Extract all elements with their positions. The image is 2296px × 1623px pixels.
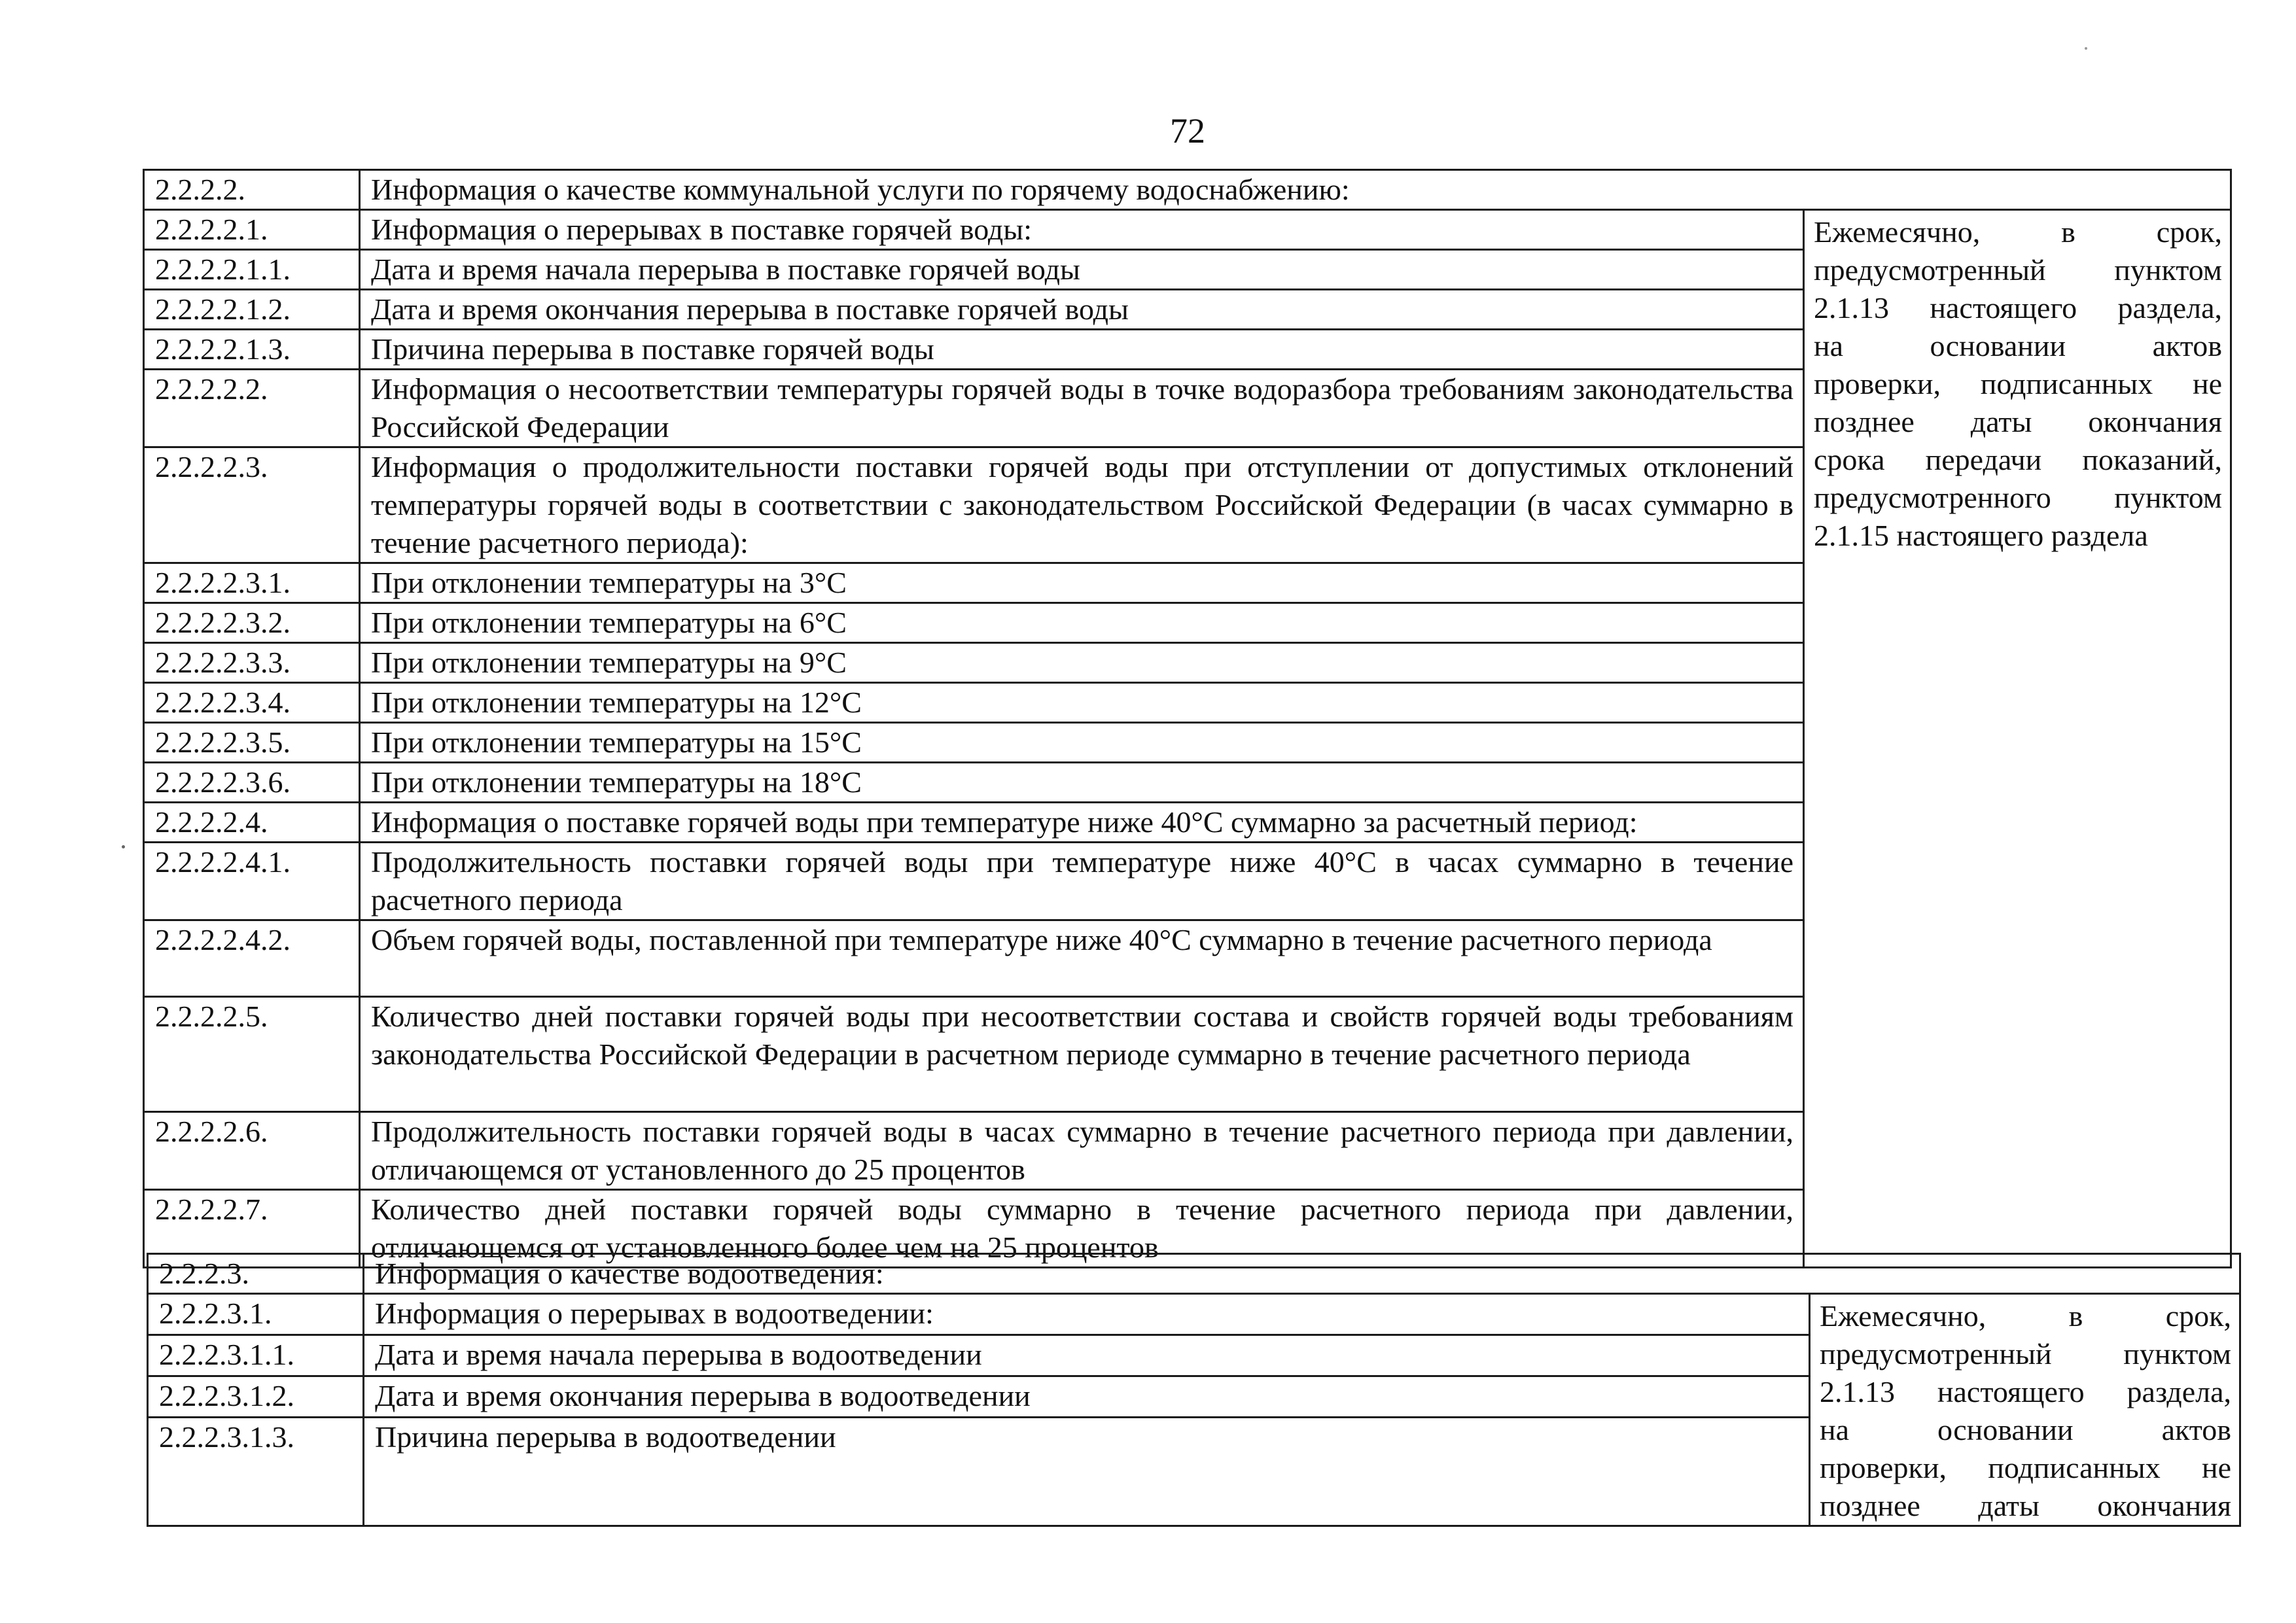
- note-line: позднее даты окончания: [1820, 1489, 2232, 1522]
- item-number: 2.2.2.2.3.1.: [144, 563, 360, 603]
- item-description: Информация о перерывах в поставке горячей воды:: [360, 210, 1804, 250]
- item-description: При отклонении температуры на 18°С: [360, 763, 1804, 803]
- item-number: 2.2.2.3.1.1.: [148, 1335, 364, 1376]
- scan-speck: [122, 845, 125, 848]
- item-description: Информация о перерывах в водоотведении:: [364, 1294, 1810, 1335]
- note-line: Ежемесячно, в срок,: [1820, 1299, 2232, 1333]
- item-number: 2.2.2.2.4.1.: [144, 843, 360, 920]
- item-description: При отклонении температуры на 15°С: [360, 723, 1804, 763]
- item-number: 2.2.2.2.1.3.: [144, 330, 360, 370]
- item-number: 2.2.2.2.3.3.: [144, 643, 360, 683]
- item-number: 2.2.2.2.3.4.: [144, 683, 360, 723]
- item-description: При отклонении температуры на 12°С: [360, 683, 1804, 723]
- item-number: 2.2.2.3.1.3.: [148, 1418, 364, 1526]
- item-description: Количество дней поставки горячей воды при несоответствии состава и свойств горячей воды требованиям законодательства Российской Федерации в расчетном периоде суммарно в течение расчетного периода: [360, 997, 1804, 1112]
- item-description: Причина перерыва в поставке горячей воды: [360, 330, 1804, 370]
- item-description: Дата и время окончания перерыва в водоотведении: [364, 1376, 1810, 1418]
- item-description: Информация о качестве коммунальной услуги по горячему водоснабжению:: [360, 170, 2231, 210]
- item-description: Причина перерыва в водоотведении: [364, 1418, 1810, 1526]
- item-description: При отклонении температуры на 3°С: [360, 563, 1804, 603]
- deadline-note: [1804, 210, 2231, 1268]
- item-number: 2.2.2.3.1.2.: [148, 1376, 364, 1418]
- note-line: предусмотренного пунктом: [1814, 481, 2222, 514]
- item-number: 2.2.2.2.5.: [144, 997, 360, 1112]
- note-line: 2.1.13 настоящего раздела,: [1814, 291, 2222, 324]
- item-number: 2.2.2.2.7.: [144, 1190, 360, 1268]
- item-description: Дата и время начала перерыва в водоотведении: [364, 1335, 1810, 1376]
- item-description: Дата и время начала перерыва в поставке горячей воды: [360, 250, 1804, 290]
- table-row: [144, 170, 2231, 210]
- wastewater-quality-table: [147, 1253, 2241, 1527]
- item-number: 2.2.2.3.: [148, 1254, 364, 1294]
- note-line: срока передачи показаний,: [1814, 443, 2222, 476]
- item-description: Информация о поставке горячей воды при температуре ниже 40°С суммарно за расчетный период:: [360, 803, 1804, 843]
- note-line: позднее даты окончания: [1814, 405, 2222, 438]
- item-description: Количество дней поставки горячей воды суммарно в течение расчетного периода при давлении, отличающемся от установленного более чем на 25 процентов: [360, 1190, 1804, 1268]
- note-line: предусмотренный пунктом: [1814, 253, 2222, 287]
- item-description: При отклонении температуры на 6°С: [360, 603, 1804, 643]
- scan-speck: [2085, 47, 2087, 50]
- item-number: 2.2.2.2.4.2.: [144, 920, 360, 997]
- hot-water-quality-table: [143, 169, 2232, 1268]
- item-description: При отклонении температуры на 9°С: [360, 643, 1804, 683]
- note-line: предусмотренный пунктом: [1820, 1337, 2232, 1370]
- table-row: [148, 1294, 2240, 1335]
- item-number: 2.2.2.2.3.2.: [144, 603, 360, 643]
- item-description: Информация о несоответствии температуры горячей воды в точке водоразбора требованиям законодательства Российской Федерации: [360, 370, 1804, 447]
- item-description: Продолжительность поставки горячей воды в часах суммарно в течение расчетного периода при давлении, отличающемся от установленного до 25 процентов: [360, 1112, 1804, 1190]
- note-line: проверки, подписанных не: [1814, 367, 2222, 400]
- item-number: 2.2.2.2.1.2.: [144, 290, 360, 330]
- note-line: проверки, подписанных не: [1820, 1451, 2232, 1484]
- item-number: 2.2.2.2.3.5.: [144, 723, 360, 763]
- deadline-note: [1810, 1294, 2240, 1526]
- item-number: 2.2.2.2.6.: [144, 1112, 360, 1190]
- item-number: 2.2.2.2.4.: [144, 803, 360, 843]
- item-number: 2.2.2.2.1.: [144, 210, 360, 250]
- table-row: [144, 210, 2231, 250]
- item-number: 2.2.2.2.1.1.: [144, 250, 360, 290]
- table-row: [148, 1254, 2240, 1294]
- item-number: 2.2.2.2.3.6.: [144, 763, 360, 803]
- note-line: на основании актов: [1820, 1413, 2232, 1446]
- item-number: 2.2.2.3.1.: [148, 1294, 364, 1335]
- item-description: Дата и время окончания перерыва в поставке горячей воды: [360, 290, 1804, 330]
- item-number: 2.2.2.2.2.: [144, 370, 360, 447]
- page-number: 72: [1170, 111, 1205, 150]
- item-description: Объем горячей воды, поставленной при температуре ниже 40°С суммарно в течение расчетного периода: [360, 920, 1804, 997]
- note-line: 2.1.13 настоящего раздела,: [1820, 1375, 2232, 1408]
- item-description: Информация о качестве водоотведения:: [364, 1254, 2240, 1294]
- item-description: Продолжительность поставки горячей воды при температуре ниже 40°С в часах суммарно в течение расчетного периода: [360, 843, 1804, 920]
- item-description: Информация о продолжительности поставки горячей воды при отступлении от допустимых отклонений температуры горячей воды в соответствии с законодательством Российской Федерации (в часах суммарно в течение расчетного периода):: [360, 447, 1804, 563]
- note-line: 2.1.15 настоящего раздела: [1814, 519, 2148, 552]
- note-line: на основании актов: [1814, 329, 2222, 362]
- item-number: 2.2.2.2.: [144, 170, 360, 210]
- item-number: 2.2.2.2.3.: [144, 447, 360, 563]
- note-line: Ежемесячно, в срок,: [1814, 215, 2222, 249]
